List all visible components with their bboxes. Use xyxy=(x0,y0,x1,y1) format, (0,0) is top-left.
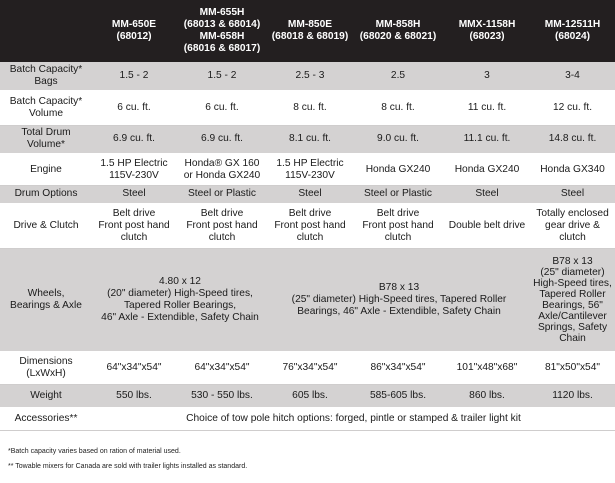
table-row xyxy=(0,125,615,154)
table-cell: 64"x34"x54" xyxy=(176,352,268,384)
table-cell: B78 x 13 (25" diameter) High-Speed tires, Tapered Roller Bearings, 56" Axle/Cantilever Springs, Safety Chain xyxy=(530,248,615,352)
table-cell: 101"x48"x68" xyxy=(444,352,530,384)
model-header: MM-858H (68020 & 68021) xyxy=(352,0,444,62)
model-header: MM-655H (68013 & 68014) MM-658H (68016 & 68017) xyxy=(176,0,268,62)
table-cell: 1120 lbs. xyxy=(530,384,615,408)
table-cell: 550 lbs. xyxy=(92,384,176,408)
table-cell: Steel xyxy=(530,185,615,204)
table-row xyxy=(0,248,615,352)
table-cell: 4.80 x 12 (20" diameter) High-Speed tires, Tapered Roller Bearings, 46" Axle - Extendible, Safety Chain xyxy=(92,248,268,352)
table-cell: Belt drive Front post hand clutch xyxy=(352,204,444,248)
table-cell: 1.5 - 2 xyxy=(92,62,176,91)
row-label: Accessories** xyxy=(0,408,92,430)
table-cell: 8 cu. ft. xyxy=(268,91,352,125)
table-cell: Honda® GX 160 or Honda GX240 xyxy=(176,154,268,185)
table-cell: 12 cu. ft. xyxy=(530,91,615,125)
table-cell: Steel xyxy=(92,185,176,204)
table-cell: Honda GX340 xyxy=(530,154,615,185)
model-header: MM-650E (68012) xyxy=(92,0,176,62)
table-cell: Steel or Plastic xyxy=(352,185,444,204)
table-cell: 3-4 xyxy=(530,62,615,91)
row-label: Weight xyxy=(0,384,92,408)
table-row xyxy=(0,408,615,430)
model-header: MM-12511H (68024) xyxy=(530,0,615,62)
table-cell: Choice of tow pole hitch options: forged, pintle or stamped & trailer light kit xyxy=(92,408,615,430)
row-label: Engine xyxy=(0,154,92,185)
table-cell: 76"x34"x54" xyxy=(268,352,352,384)
table-cell: 3 xyxy=(444,62,530,91)
table-cell: 6.9 cu. ft. xyxy=(92,125,176,154)
table-cell: 2.5 xyxy=(352,62,444,91)
row-label: Drum Options xyxy=(0,185,92,204)
row-label: Dimensions (LxWxH) xyxy=(0,352,92,384)
table-cell: 14.8 cu. ft. xyxy=(530,125,615,154)
table-cell: 860 lbs. xyxy=(444,384,530,408)
table-cell: 1.5 HP Electric 115V-230V xyxy=(92,154,176,185)
footnote: *Batch capacity varies based on ration of material used. xyxy=(8,448,181,455)
table-cell: 11 cu. ft. xyxy=(444,91,530,125)
row-label: Total Drum Volume* xyxy=(0,125,92,154)
table-cell: 1.5 - 2 xyxy=(176,62,268,91)
table-cell: Belt drive Front post hand clutch xyxy=(176,204,268,248)
table-cell: Steel xyxy=(268,185,352,204)
table-cell: 6 cu. ft. xyxy=(176,91,268,125)
header-row xyxy=(0,0,615,62)
table-cell: 6.9 cu. ft. xyxy=(176,125,268,154)
table-cell: 1.5 HP Electric 115V-230V xyxy=(268,154,352,185)
row-label: Wheels, Bearings & Axle xyxy=(0,248,92,352)
table-cell: 530 - 550 lbs. xyxy=(176,384,268,408)
footnotes xyxy=(8,447,247,477)
table-cell: 2.5 - 3 xyxy=(268,62,352,91)
table-cell: Belt drive Front post hand clutch xyxy=(92,204,176,248)
table-row xyxy=(0,204,615,248)
row-label: Batch Capacity* Bags xyxy=(0,62,92,91)
table-row xyxy=(0,185,615,204)
model-header: MM-850E (68018 & 68019) xyxy=(268,0,352,62)
table-cell: Honda GX240 xyxy=(352,154,444,185)
table-cell: B78 x 13 (25" diameter) High-Speed tires, Tapered Roller Bearings, 46" Axle - Extendible, Safety Chain xyxy=(268,248,530,352)
table-cell: Steel xyxy=(444,185,530,204)
table-row xyxy=(0,62,615,91)
table-cell: 8 cu. ft. xyxy=(352,91,444,125)
table-cell: 9.0 cu. ft. xyxy=(352,125,444,154)
table-cell: 8.1 cu. ft. xyxy=(268,125,352,154)
table-cell: Double belt drive xyxy=(444,204,530,248)
table-cell: 11.1 cu. ft. xyxy=(444,125,530,154)
table-cell: Belt drive Front post hand clutch xyxy=(268,204,352,248)
footnote: ** Towable mixers for Canada are sold with trailer lights installed as standard. xyxy=(8,463,248,470)
table-cell: 64"x34"x54" xyxy=(92,352,176,384)
table-row xyxy=(0,352,615,384)
model-header: MMX-1158H (68023) xyxy=(444,0,530,62)
table-cell: 585-605 lbs. xyxy=(352,384,444,408)
table-row xyxy=(0,384,615,408)
row-label: Drive & Clutch xyxy=(0,204,92,248)
table-cell: 86"x34"x54" xyxy=(352,352,444,384)
table-cell: Steel or Plastic xyxy=(176,185,268,204)
table-row xyxy=(0,91,615,125)
table-cell: Totally enclosed gear drive & clutch xyxy=(530,204,615,248)
table-row xyxy=(0,154,615,185)
row-label: Batch Capacity* Volume xyxy=(0,91,92,125)
table-cell: 6 cu. ft. xyxy=(92,91,176,125)
header-corner xyxy=(0,0,92,62)
table-cell: 81"x50"x54" xyxy=(530,352,615,384)
table-cell: Honda GX240 xyxy=(444,154,530,185)
table-cell: 605 lbs. xyxy=(268,384,352,408)
